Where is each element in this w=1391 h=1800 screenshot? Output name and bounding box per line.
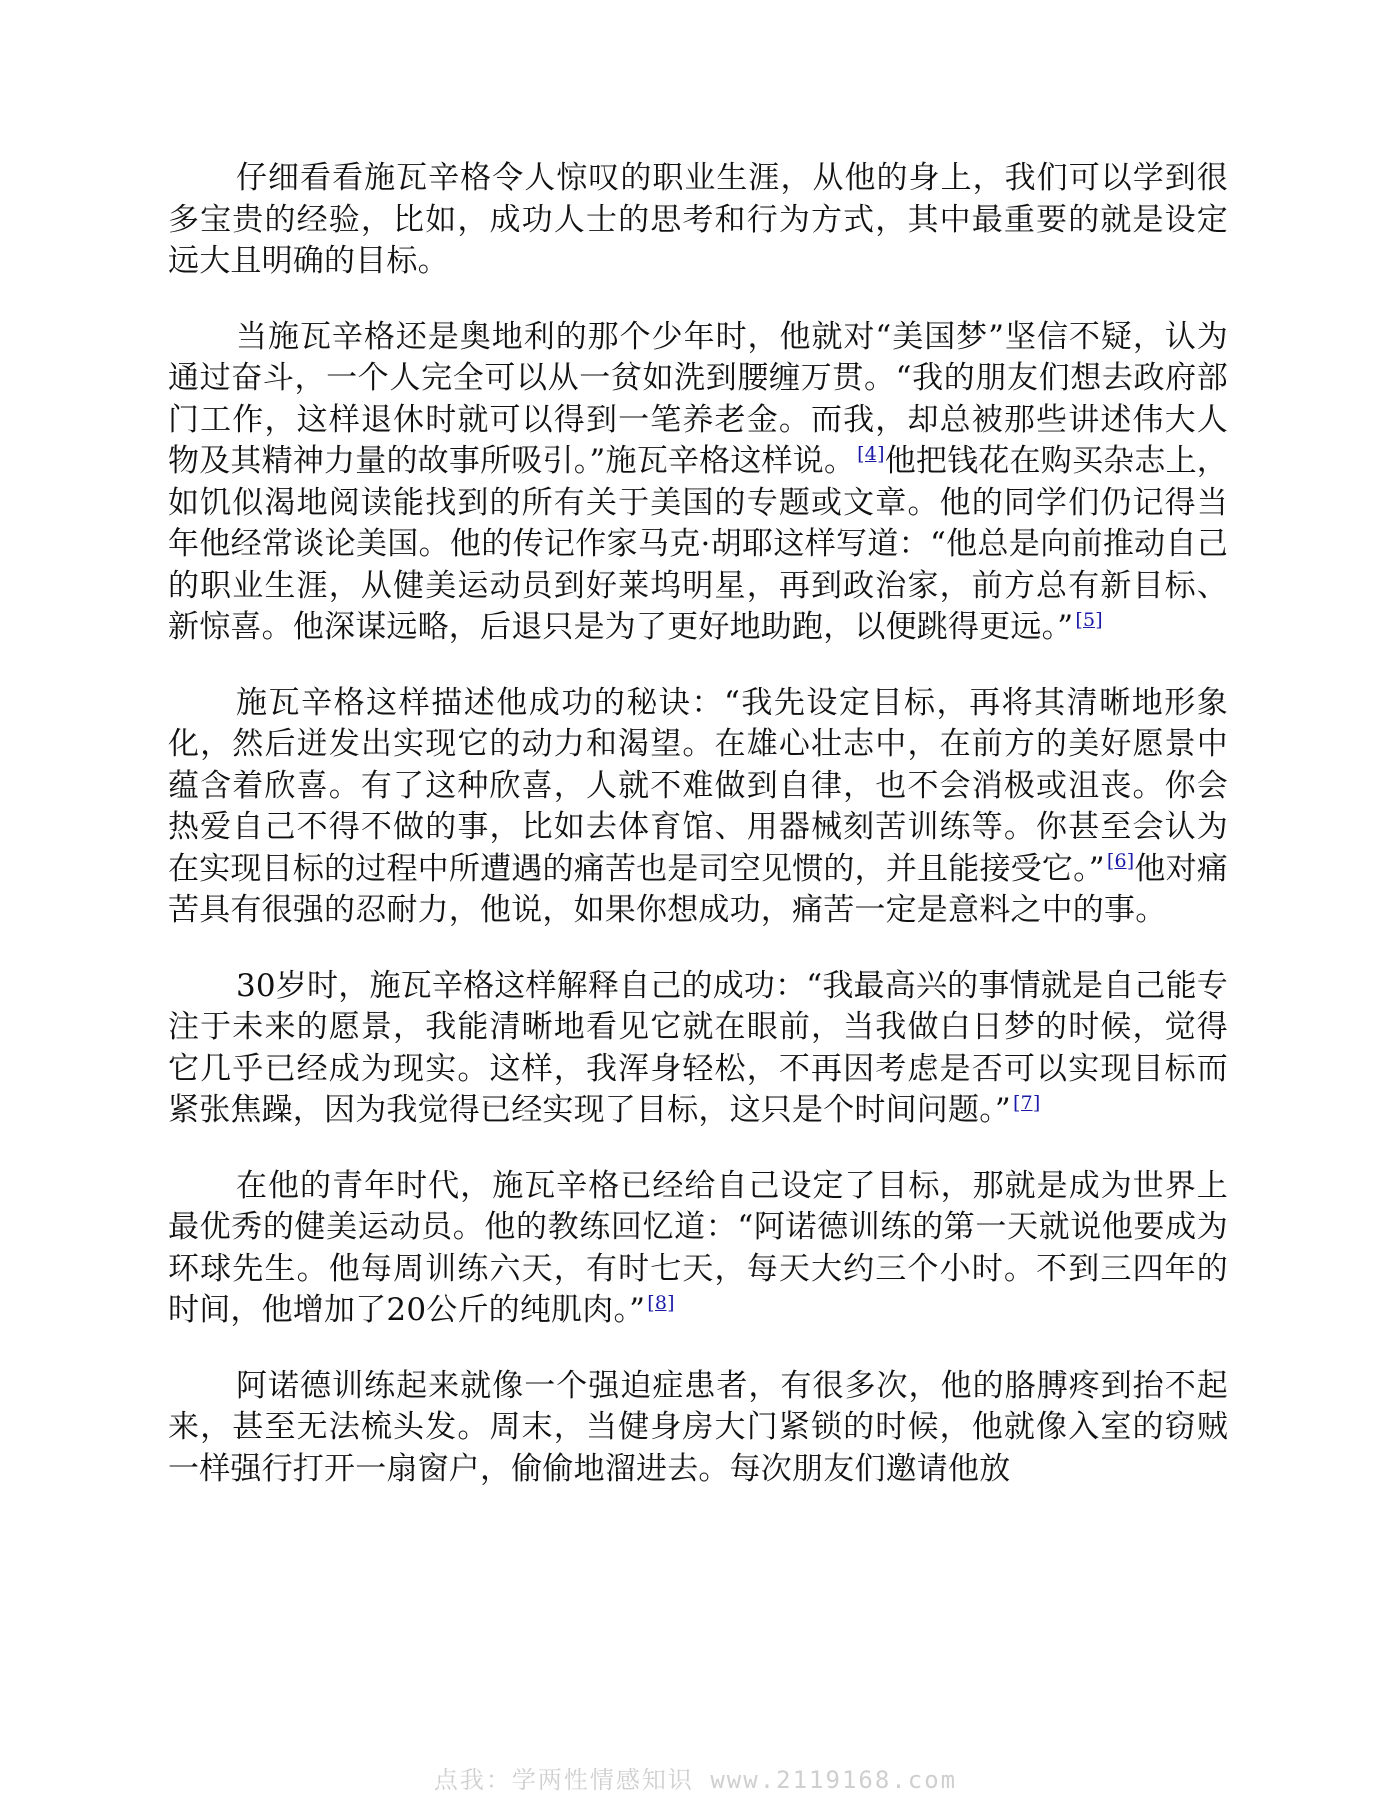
paragraph-5 [168,1166,1228,1332]
paragraph-6 [168,1366,1228,1491]
footnote-link-4[interactable]: [4] [857,442,885,465]
footnote-link-7[interactable]: [7] [1012,1091,1041,1114]
paragraph-text: 阿诺德训练起来就像一个强迫症患者，有很多次，他的胳膊疼到抬不起来，甚至无法梳头发。周末，当健身房大门紧锁的时候，他就像入室的窃贼一样强行打开一扇窗户，偷偷地溜进去。每次朋友们邀请他放 [168,1367,1228,1487]
paragraph-text: 施瓦辛格这样描述他成功的秘诀：“我先设定目标，再将其清晰地形象化，然后迸发出实现它的动力和渴望。在雄心壮志中，在前方的美好愿景中蕴含着欣喜。有了这种欣喜，人就不难做到自律，也不会消极或沮丧。你会热爱自己不得不做的事，比如去体育馆、用器械刻苦训练等。你甚至会认为在实现目标的过程中所遭遇的痛苦也是司空见惯的，并且能接受它。” [168,684,1228,887]
footnote-link-6[interactable]: [6] [1106,850,1135,873]
document-body [168,158,1228,1524]
paragraph-text: 仔细看看施瓦辛格令人惊叹的职业生涯，从他的身上，我们可以学到很多宝贵的经验，比如，成功人士的思考和行为方式，其中最重要的就是设定远大且明确的目标。 [168,160,1228,279]
paragraph-2 [168,317,1228,649]
footnote-link-5[interactable]: [5] [1075,608,1103,631]
watermark-footer: 点我：学两性情感知识 www.2119168.com [433,1766,958,1794]
paragraph-text: 当施瓦辛格还是奥地利的那个少年时，他就对“美国梦”坚信不疑，认为通过奋斗，一个人完全可以从一贫如洗到腰缠万贯。“我的朋友们想去政府部门工作，这样退休时就可以得到一笔养老金。而我，却总被那些讲述伟大人物及其精神力量的故事所吸引。”施瓦辛格这样说。 [168,318,1228,479]
paragraph-4 [168,966,1228,1132]
paragraph-text: 在他的青年时代，施瓦辛格已经给自己设定了目标，那就是成为世界上最优秀的健美运动员。他的教练回忆道：“阿诺德训练的第一天就说他要成为环球先生。他每周训练六天，有时七天，每天大约三个小时。不到三四年的时间，他增加了20公斤的纯肌肉。” [168,1167,1228,1328]
paragraph-text: 他对痛苦具有很强的忍耐力，他说，如果你想成功，痛苦一定是意料之中的事。 [168,850,1228,928]
paragraph-text: 30岁时，施瓦辛格这样解释自己的成功：“我最高兴的事情就是自己能专注于未来的愿景，我能清晰地看见它就在眼前，当我做白日梦的时候，觉得它几乎已经成为现实。这样，我浑身轻松，不再因考虑是否可以实现目标而紧张焦躁，因为我觉得已经实现了目标，这只是个时间问题。” [168,967,1228,1128]
footnote-link-8[interactable]: [8] [647,1291,675,1314]
paragraph-text: 他把钱花在购买杂志上，如饥似渴地阅读能找到的所有关于美国的专题或文章。他的同学们仍记得当年他经常谈论美国。他的传记作家马克·胡耶这样写道：“他总是向前推动自己的职业生涯，从健美运动员到好莱坞明星，再到政治家，前方总有新目标、新惊喜。他深谋远略，后退只是为了更好地助跑，以便跳得更远。” [168,443,1228,645]
paragraph-1 [168,158,1228,283]
paragraph-3 [168,683,1228,932]
